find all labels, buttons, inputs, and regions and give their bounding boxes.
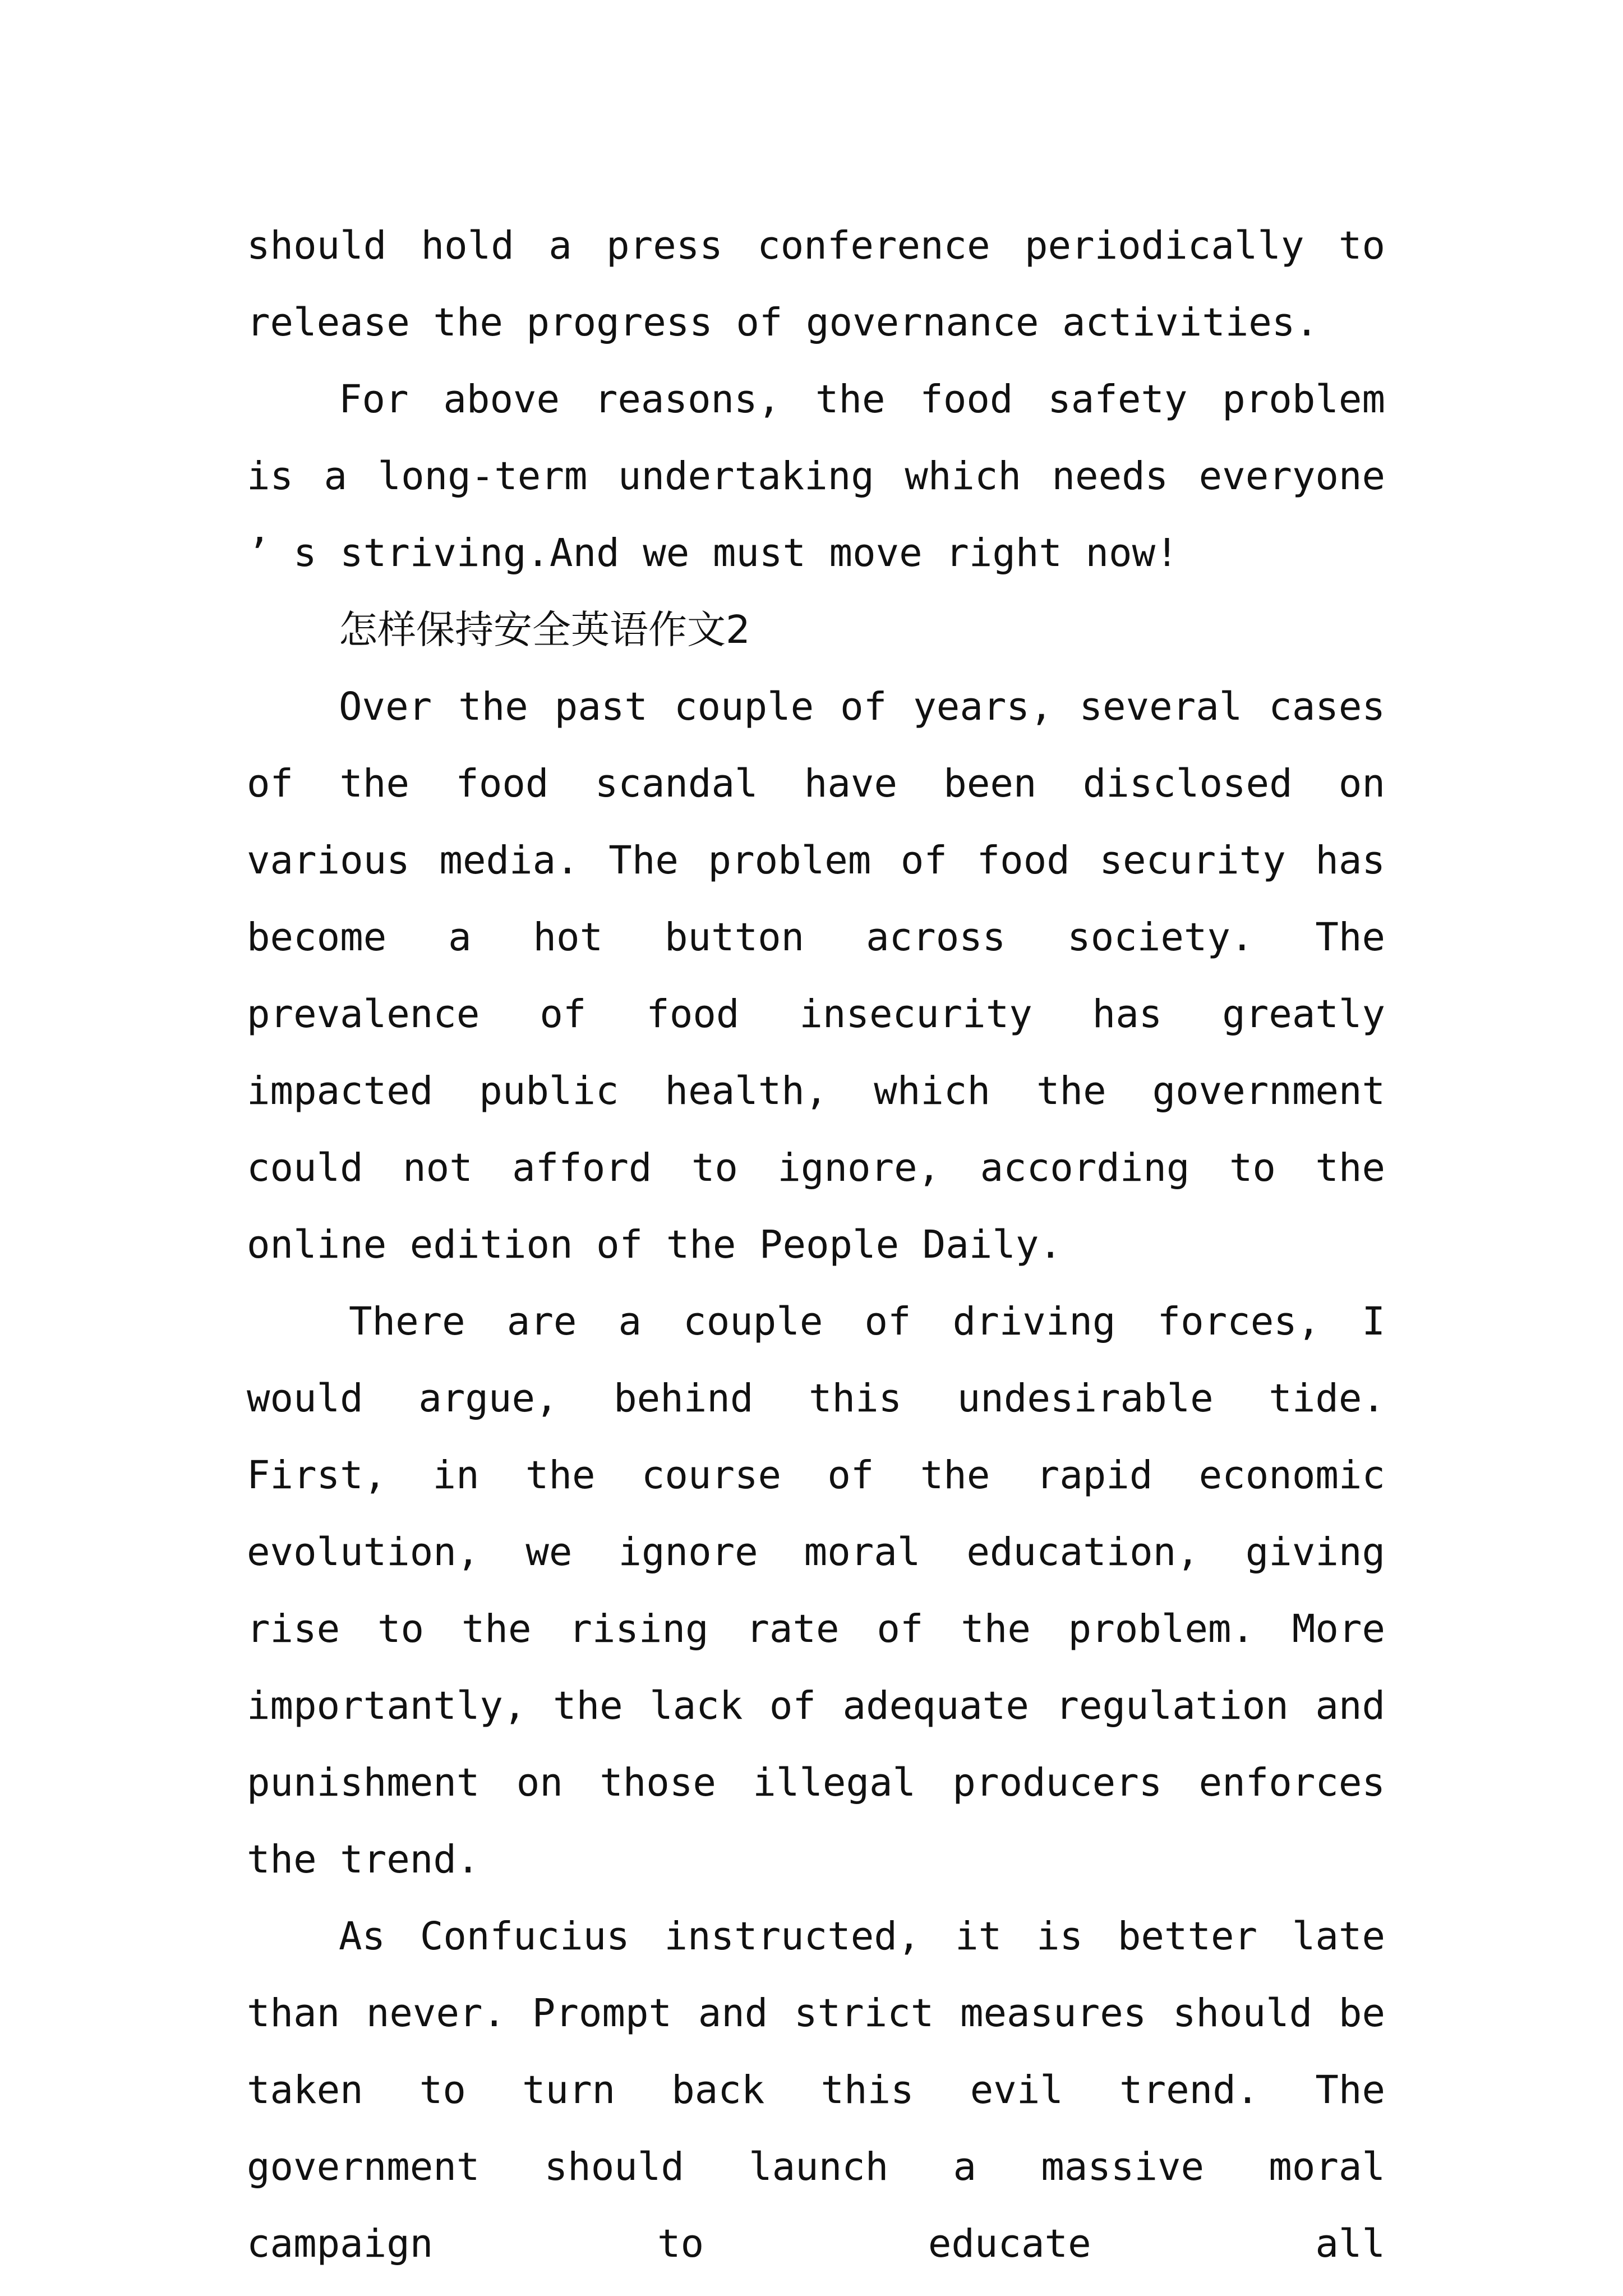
paragraph-conclusion: For above reasons, the food safety problem is a long-term undertaking which needs everyone ’ s striving.And we must move right now! (247, 377, 1385, 576)
paragraph-continuation: should hold a press conference periodically to release the progress of governance activities. (247, 223, 1385, 345)
paragraph-causes: There are a couple of driving forces, I would argue, behind this undesirable tide. First, in the course of the rapid economic evolution, we ignore moral education, giving rise to the rising rate of the problem. More importantly, the lack of adequate regulation and punishment on those illegal producers enforces the trend. (247, 1299, 1385, 1882)
paragraph-measures: As Confucius instructed, it is better late than never. Prompt and strict measures should be taken to turn back this evil trend. The government should launch a massive moral campaign to educate all (247, 1914, 1385, 2266)
paragraph-intro: Over the past couple of years, several cases of the food scandal have been disclosed on various media. The problem of food security has become a hot button across society. The prevalence of food insecurity has greatly impacted public health, which the government could not afford to ignore, according to the online edition of the People Daily. (247, 684, 1385, 1267)
document-body (247, 208, 1385, 2283)
section-heading: 怎样保持安全英语作文2 (339, 608, 750, 652)
